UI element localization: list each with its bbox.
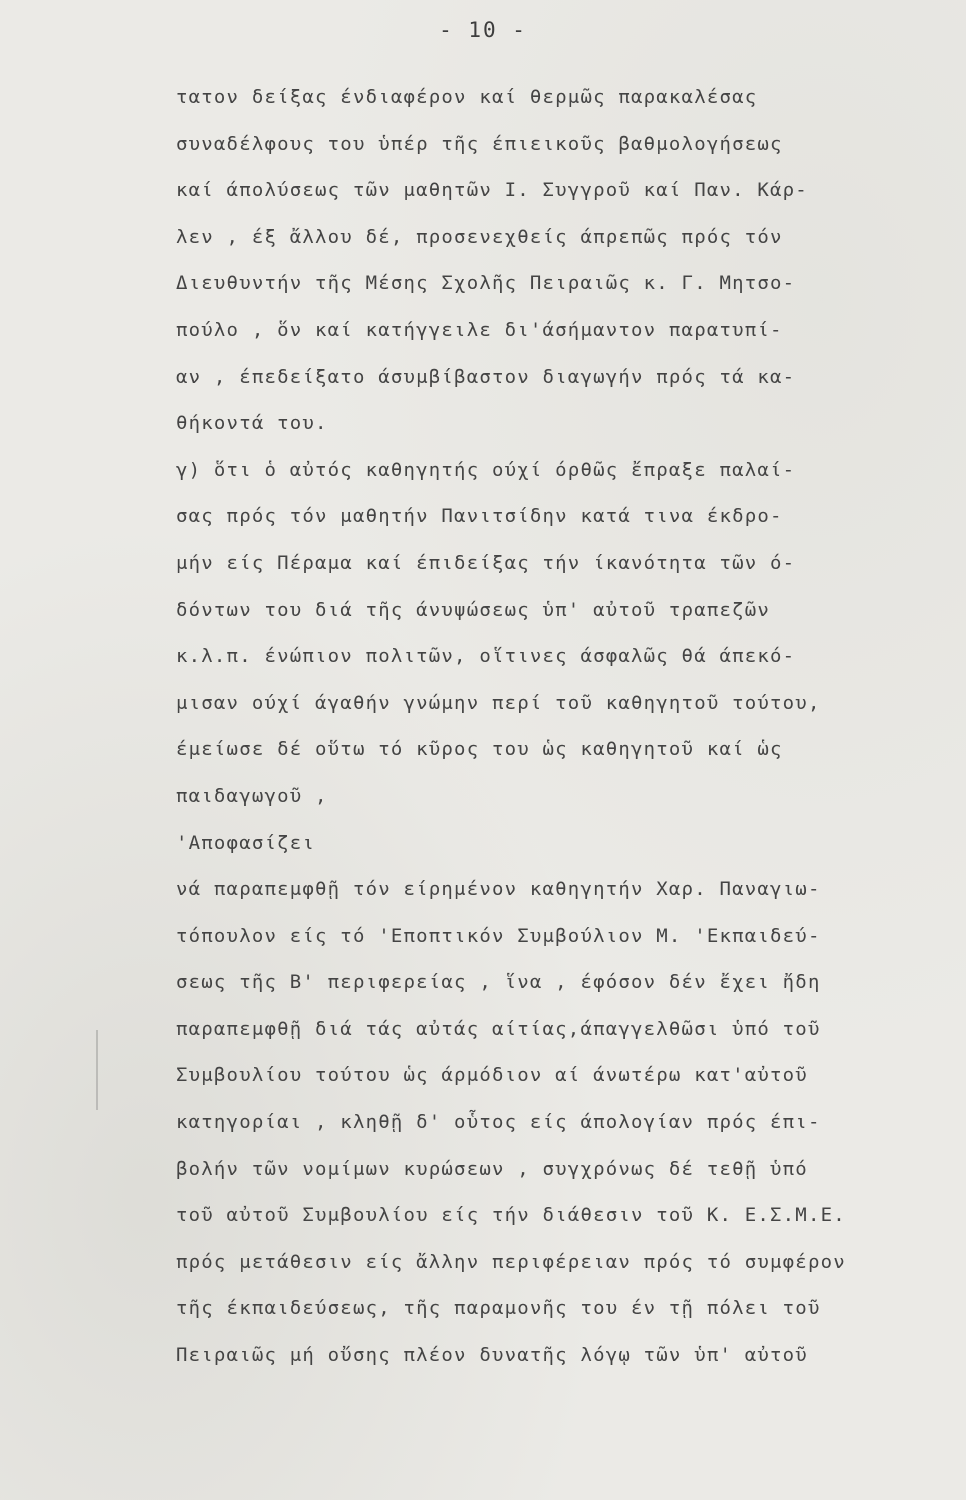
text-line: καί άπολύσεως τῶν μαθητῶν Ι. Συγγροῦ καί Παν. Κάρ- bbox=[176, 179, 808, 202]
text-line: βολήν τῶν νομίμων κυρώσεων , συγχρόνως δέ τεθῇ ὑπό bbox=[176, 1157, 808, 1180]
margin-rule bbox=[96, 1030, 98, 1110]
text-line: πρός μετάθεσιν είς ἄλλην περιφέρειαν πρός τό συμφέρον bbox=[176, 1250, 846, 1273]
text-line: νά παραπεμφθῇ τόν είρημένον καθηγητήν Χαρ. Παναγιω- bbox=[176, 878, 821, 901]
text-line: θήκοντά του. bbox=[176, 412, 328, 435]
text-line: αν , έπεδείξατο άσυμβίβαστον διαγωγήν πρός τά κα- bbox=[176, 365, 796, 388]
text-line: έμείωσε δέ οὕτω τό κῦρος του ὡς καθηγητοῦ καί ὡς bbox=[176, 738, 783, 761]
text-line: Συμβουλίου τούτου ὡς άρμόδιον αί άνωτέρω κατ'αὐτοῦ bbox=[176, 1064, 808, 1087]
text-line: Πειραιῶς μή οὔσης πλέον δυνατῆς λόγῳ τῶν ὑπ' αὐτοῦ bbox=[176, 1344, 808, 1367]
text-line: γ) ὅτι ὁ αὐτός καθηγητής ούχί όρθῶς ἔπραξε παλαί- bbox=[176, 458, 796, 481]
text-line: μήν είς Πέραμα καί έπιδείξας τήν ίκανότητα τῶν ό- bbox=[176, 551, 796, 574]
text-line: Διευθυντήν τῆς Μέσης Σχολῆς Πειραιῶς κ. Γ. Μητσο- bbox=[176, 272, 796, 295]
text-line: σεως τῆς Β' περιφερείας , ἵνα , έφόσον δέν ἔχει ἤδη bbox=[176, 971, 821, 994]
text-line: παιδαγωγοῦ , bbox=[176, 784, 328, 807]
text-line: μισαν ούχί άγαθήν γνώμην περί τοῦ καθηγητοῦ τούτου, bbox=[176, 691, 821, 714]
text-line: σας πρός τόν μαθητήν Πανιτσίδην κατά τινα έκδρο- bbox=[176, 505, 783, 528]
text-line: λεν , έξ ἄλλου δέ, προσενεχθείς άπρεπῶς πρός τόν bbox=[176, 225, 783, 248]
page-number: - 10 - bbox=[439, 18, 527, 42]
text-line: παραπεμφθῇ διά τάς αὐτάς αίτίας,άπαγγελθῶσι ὑπό τοῦ bbox=[176, 1017, 821, 1040]
text-line: δόντων του διά τῆς άνυψώσεως ὑπ' αὐτοῦ τραπεζῶν bbox=[176, 598, 771, 621]
text-line: συναδέλφους του ὑπέρ τῆς έπιεικοῦς βαθμολογήσεως bbox=[176, 132, 783, 155]
text-line: πούλο , ὅν καί κατήγγειλε δι'άσήμαντον παρατυπί- bbox=[176, 318, 783, 341]
text-line: τοῦ αὐτοῦ Συμβουλίου είς τήν διάθεσιν τοῦ Κ. Ε.Σ.Μ.Ε. bbox=[176, 1204, 846, 1227]
typed-text-body bbox=[176, 74, 946, 1379]
text-line: τῆς έκπαιδεύσεως, τῆς παραμονῆς του έν τῇ πόλει τοῦ bbox=[176, 1297, 821, 1320]
text-line: τατον δείξας ένδιαφέρον καί θερμῶς παρακαλέσας bbox=[176, 86, 758, 108]
text-line: τόπουλον είς τό 'Εποπτικόν Συμβούλιον Μ. 'Εκπαιδεύ- bbox=[176, 924, 821, 947]
text-line: κ.λ.π. ένώπιον πολιτῶν, οἵτινες άσφαλῶς θά άπεκό- bbox=[176, 645, 796, 668]
text-line: κατηγορίαι , κληθῇ δ' οὗτος είς άπολογίαν πρός έπι- bbox=[176, 1111, 821, 1134]
section-heading: 'Αποφασίζει bbox=[176, 831, 316, 854]
